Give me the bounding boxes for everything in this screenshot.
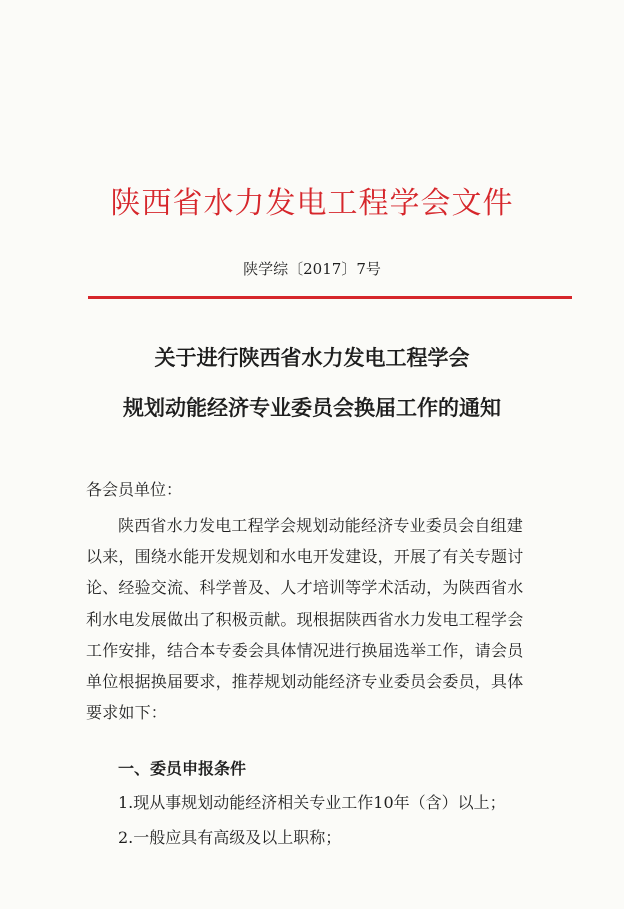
- org-header-title: 陕西省水力发电工程学会文件: [110, 186, 514, 221]
- notice-title-line-1: 关于进行陕西省水力发电工程学会: [154, 345, 470, 370]
- body-line-2: 以来，围绕水能开发规划和水电开发建设，开展了有关专题讨: [86, 547, 524, 567]
- body-paragraph: [86, 510, 586, 728]
- list-item: 1.现从事规划动能经济相关专业工作10年（含）以上；: [118, 793, 506, 812]
- document-number: 陕学综〔2017〕7号: [243, 260, 381, 278]
- body-line-5: 工作安排，结合本专委会具体情况进行换届选举工作，请会员: [86, 640, 524, 660]
- body-line-3: 论、经验交流、科学普及、人才培训等学术活动，为陕西省水: [86, 578, 524, 598]
- section-heading-1: 一、委员申报条件: [118, 759, 247, 778]
- red-divider-line: [88, 296, 572, 299]
- list-item: 2.一般应具有高级及以上职称；: [118, 828, 342, 847]
- body-line-1: 陕西省水力发电工程学会规划动能经济专业委员会自组建: [118, 516, 524, 535]
- body-line-6: 单位根据换届要求，推荐规划动能经济专业委员会委员，具体: [86, 672, 524, 692]
- body-line-4: 利水电发展做出了积极贡献。现根据陕西省水力发电工程学会: [86, 609, 524, 629]
- salutation: 各会员单位：: [86, 480, 183, 499]
- notice-title-line-2: 规划动能经济专业委员会换届工作的通知: [123, 395, 501, 420]
- body-line-7: 要求如下：: [86, 703, 168, 723]
